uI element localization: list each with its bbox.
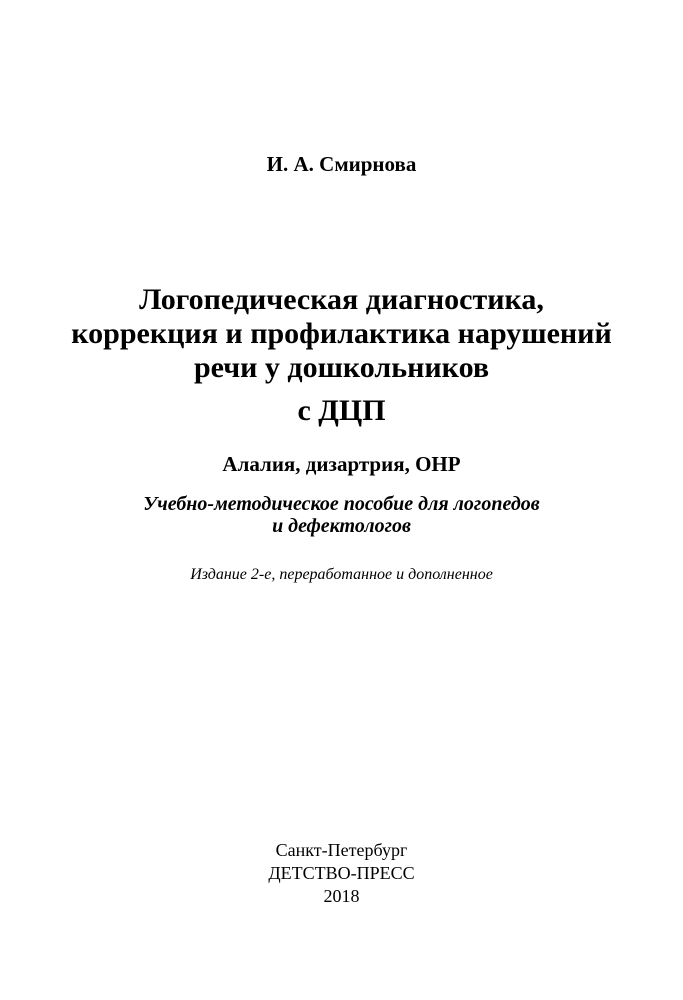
- imprint-publisher: ДЕТСТВО-ПРЕСС: [268, 863, 415, 883]
- imprint: [0, 839, 683, 908]
- book-title-line-2: коррекция и профилактика нарушений: [71, 317, 612, 350]
- book-genre-line-1: Учебно-методическое пособие для логопедов: [143, 493, 540, 515]
- edition-note: Издание 2-е, переработанное и дополненное: [190, 566, 493, 583]
- imprint-city: Санкт-Петербург: [275, 840, 408, 860]
- imprint-year: 2018: [323, 886, 360, 906]
- book-genre: [0, 493, 683, 537]
- book-title-line-4: с ДЦП: [297, 394, 386, 427]
- author-name: И. А. Смирнова: [266, 152, 417, 176]
- book-subtitle: Алалия, дизартрия, ОНР: [222, 452, 461, 476]
- book-title-line-1: Логопедическая диагностика,: [139, 283, 544, 316]
- book-title-line-3: речи у дошкольников: [193, 351, 490, 384]
- book-genre-line-2: и дефектологов: [272, 515, 411, 537]
- book-title: [0, 283, 683, 385]
